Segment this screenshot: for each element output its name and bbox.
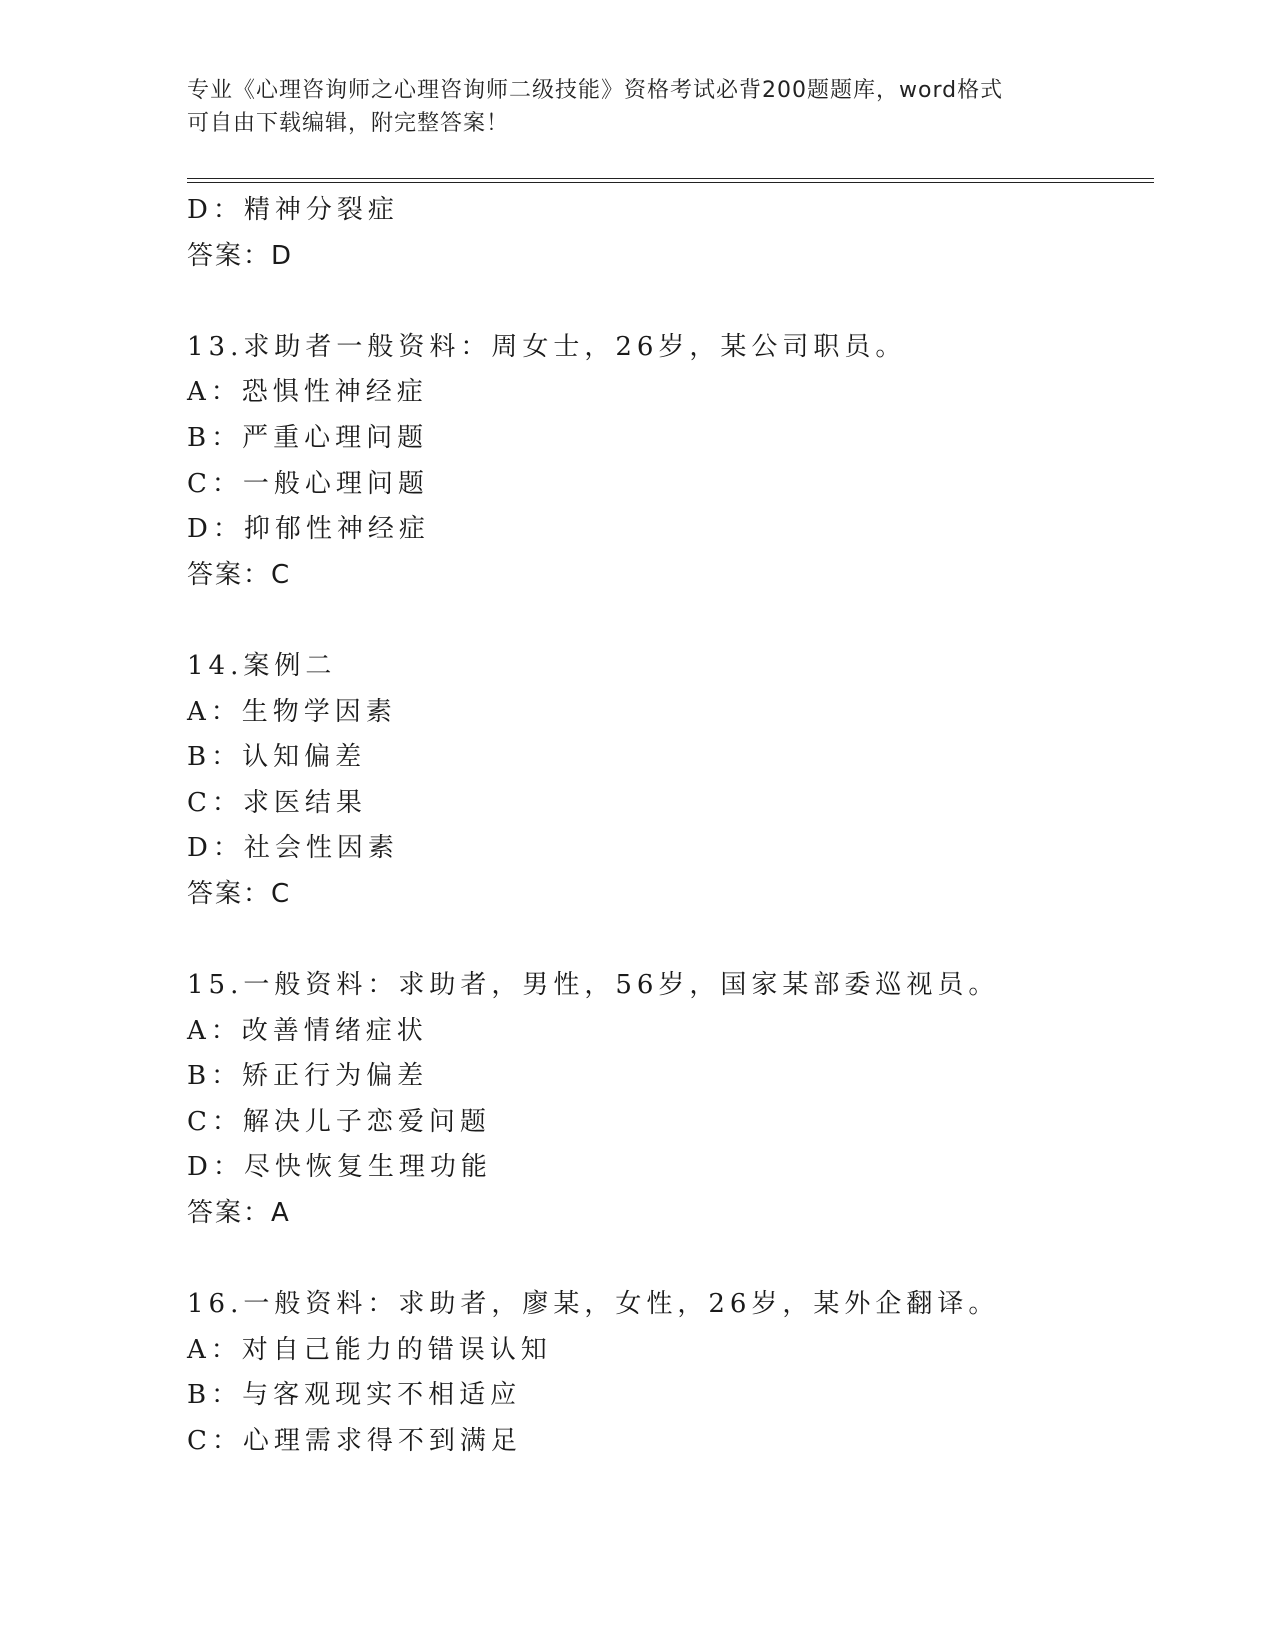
option-b: B：与客观现实不相适应 [187,1380,522,1411]
document-header [187,74,1087,140]
question-13 [187,325,1154,599]
header-divider-top [187,178,1154,179]
answer-line: 答案：C [187,559,292,590]
spacer [187,279,1154,325]
header-divider-bottom [187,182,1154,183]
option-d: D：社会性因素 [187,833,399,864]
option-d: D：精神分裂症 [187,195,399,225]
spacer [187,918,1154,964]
question-16 [187,1282,1154,1464]
question-stem: 16.一般资料：求助者，廖某，女性，26岁，某外企翻译。 [187,1289,1000,1320]
question-14 [187,644,1154,918]
answer-line: 答案：D [187,240,294,271]
option-c: C：解决儿子恋爱问题 [187,1106,491,1137]
option-c: C：一般心理问题 [187,468,429,499]
option-b: B：矫正行为偏差 [187,1061,429,1092]
option-d: D：抑郁性神经症 [187,514,430,545]
question-stem: 14.案例二 [187,650,337,681]
option-b: B：严重心理问题 [187,422,429,453]
option-a: A：恐惧性神经症 [187,377,428,408]
option-a: A：对自己能力的错误认知 [187,1334,552,1365]
document-body [187,188,1154,1465]
question-stem: 13.求助者一般资料：周女士，26岁，某公司职员。 [187,331,907,362]
option-b: B：认知偏差 [187,742,367,773]
question-stem: 15.一般资料：求助者，男性，56岁，国家某部委巡视员。 [187,970,1000,1001]
header-line-2: 可自由下载编辑，附完整答案！ [187,111,510,136]
option-c: C：心理需求得不到满足 [187,1426,522,1457]
spacer [187,1237,1154,1283]
answer-line: 答案：C [187,878,292,909]
option-d: D：尽快恢复生理功能 [187,1152,492,1183]
option-a: A：生物学因素 [187,696,397,727]
question-15 [187,963,1154,1237]
answer-line: 答案：A [187,1198,291,1229]
header-line-1: 专业《心理咨询师之心理咨询师二级技能》资格考试必背200题题库，word格式 [187,78,1004,103]
option-a: A：改善情绪症状 [187,1015,428,1046]
spacer [187,598,1154,644]
option-c: C：求医结果 [187,787,367,818]
